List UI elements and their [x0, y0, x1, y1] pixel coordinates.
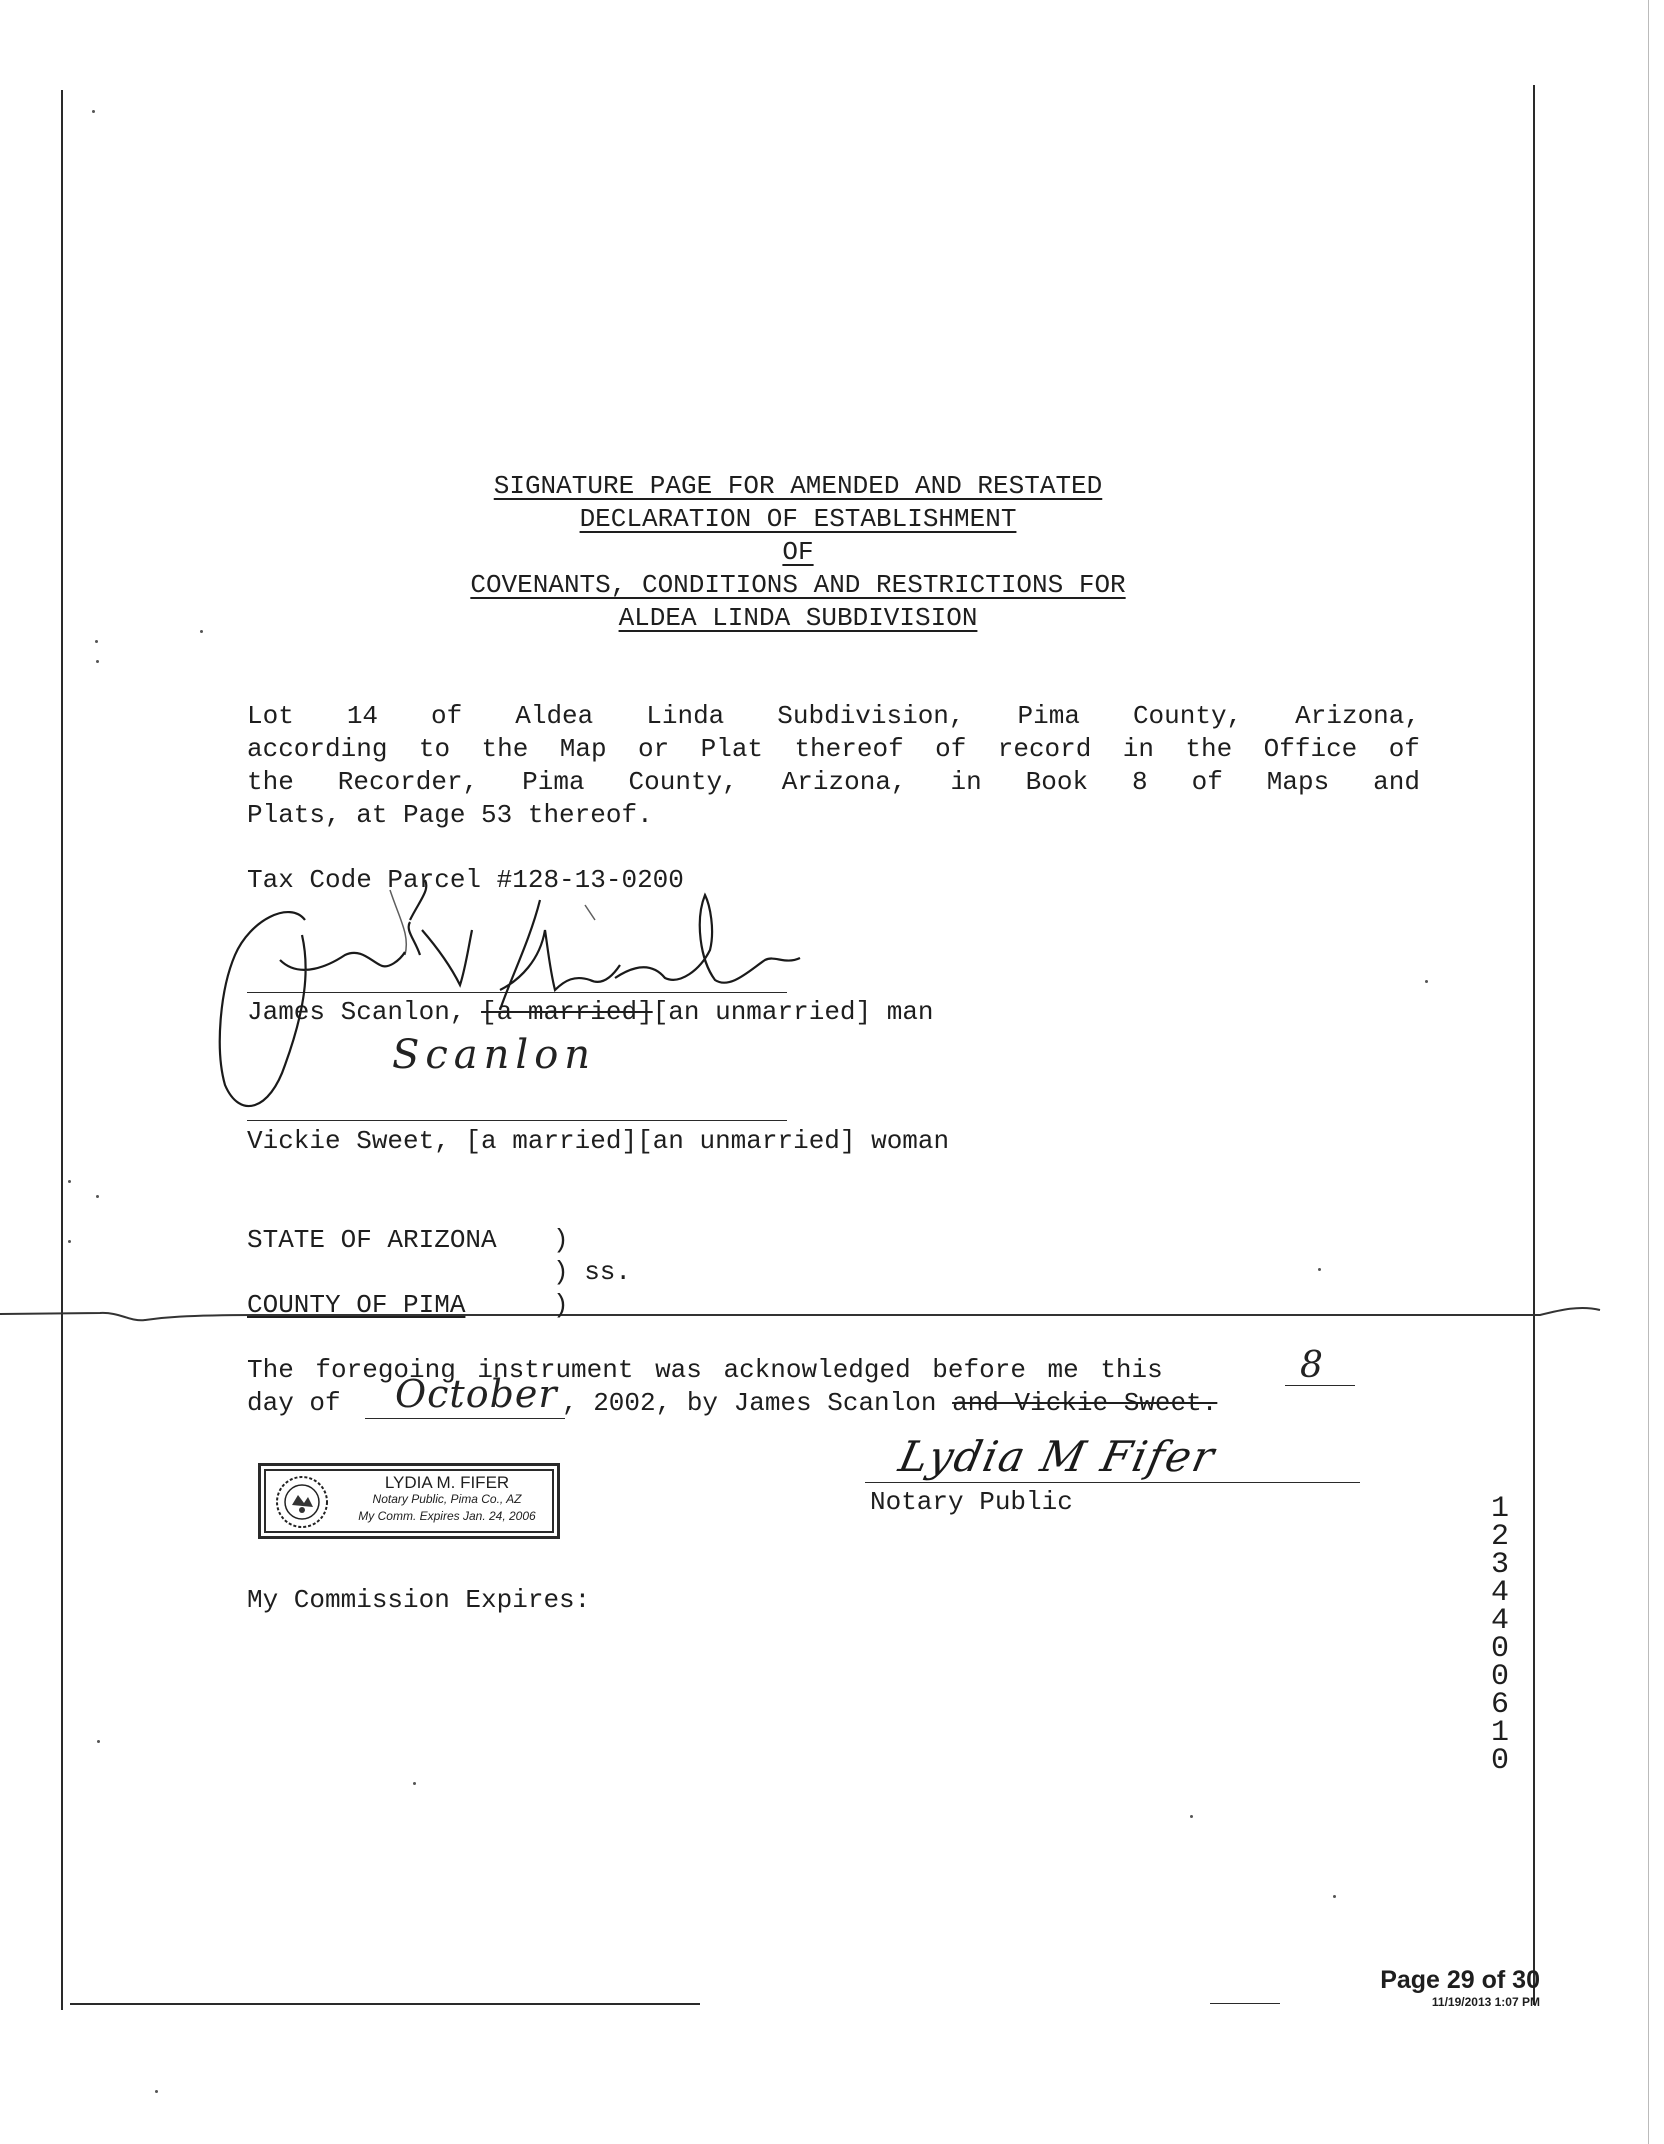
venue-ss: ) ss. [553, 1257, 632, 1287]
scan-speck [155, 2090, 158, 2093]
acknowledgment-line-1: The foregoing instrument was acknowledged before me this [247, 1355, 1163, 1385]
page-number: Page 29 of 30 [1380, 1966, 1540, 1994]
scan-speck [1333, 1895, 1336, 1898]
scan-speck [97, 1740, 100, 1743]
notary-seal-icon [275, 1475, 329, 1529]
scan-speck [95, 640, 98, 643]
handwritten-day: 8 [1300, 1345, 1323, 1386]
legal-description-line-3: the Recorder, Pima County, Arizona, in Book 8 of Maps and [247, 767, 1420, 797]
legal-description-line-4: Plats, at Page 53 thereof. [247, 800, 653, 830]
legal-description-line-1: Lot 14 of Aldea Linda Subdivision, Pima County, Arizona, [247, 701, 1420, 731]
handwritten-name-scanlon: Scanlon [392, 1032, 597, 1078]
scan-speck [1190, 1815, 1193, 1818]
tax-code-parcel: Tax Code Parcel #128-13-0200 [247, 865, 684, 895]
notary-stamp [258, 1463, 560, 1539]
venue-county: COUNTY OF PIMA [247, 1290, 466, 1320]
scan-speck [68, 1180, 71, 1183]
notary-signature: Lydia M Fifer [894, 1432, 1221, 1481]
title-line-2: DECLARATION OF ESTABLISHMENT [579, 504, 1017, 534]
handwritten-month: October [395, 1372, 558, 1416]
title-line-5: ALDEA LINDA SUBDIVISION [618, 603, 978, 633]
signer-1-struck-option: [a married] [481, 997, 653, 1027]
commission-expires-label: My Commission Expires: [247, 1585, 591, 1615]
title-line-3: OF [782, 537, 814, 567]
right-margin-line [1533, 85, 1535, 2005]
notary-stamp-text [337, 1474, 557, 1525]
signer-2-caption: Vickie Sweet, [a married][an unmarried] woman [247, 1126, 950, 1156]
scan-speck [96, 660, 99, 663]
page-footer [1380, 1966, 1540, 2009]
venue-paren-1: ) [553, 1225, 569, 1255]
scan-speck [68, 1240, 71, 1243]
acknowledgment-line-2-prefix: day of [247, 1388, 341, 1418]
bottom-margin-line-right [1210, 2003, 1280, 2004]
title-line-1: SIGNATURE PAGE FOR AMENDED AND RESTATED [493, 471, 1103, 501]
signer-1-caption: James Scanlon, [a married][an unmarried] man [247, 997, 934, 1027]
left-margin-line [61, 90, 63, 2010]
notary-signature-line [865, 1482, 1360, 1483]
scan-speck [96, 1195, 99, 1198]
signature-line-2 [247, 1120, 787, 1121]
month-blank-line [365, 1418, 565, 1419]
document-number: 12344 00610 [1490, 1492, 1509, 1778]
scan-speck [92, 110, 95, 113]
james-scanlon-signature [210, 860, 890, 1130]
print-timestamp: 11/19/2013 1:07 PM [1431, 1995, 1540, 2009]
right-edge-line [1648, 0, 1649, 2144]
struck-vickie-sweet: and Vickie Sweet. [952, 1388, 1218, 1418]
legal-description-line-2: according to the Map or Plat thereof of record in the Office of [247, 734, 1420, 764]
notary-public-label: Notary Public [870, 1487, 1073, 1517]
venue-paren-3: ) [553, 1290, 569, 1320]
scan-speck [413, 1782, 416, 1785]
scan-speck [1318, 1268, 1321, 1271]
notary-stamp-name: LYDIA M. FIFER [384, 1473, 510, 1492]
notary-stamp-line-2: Notary Public, Pima Co., AZ [372, 1492, 522, 1506]
bottom-margin-line [70, 2003, 700, 2005]
title-line-4: COVENANTS, CONDITIONS AND RESTRICTIONS FOR [470, 570, 1126, 600]
notary-stamp-line-3: My Comm. Expires Jan. 24, 2006 [358, 1509, 536, 1523]
scan-speck [1425, 980, 1428, 983]
venue-state: STATE OF ARIZONA [247, 1225, 497, 1255]
acknowledgment-line-2: , 2002, by James Scanlon and Vickie Sweet. [562, 1388, 1218, 1418]
